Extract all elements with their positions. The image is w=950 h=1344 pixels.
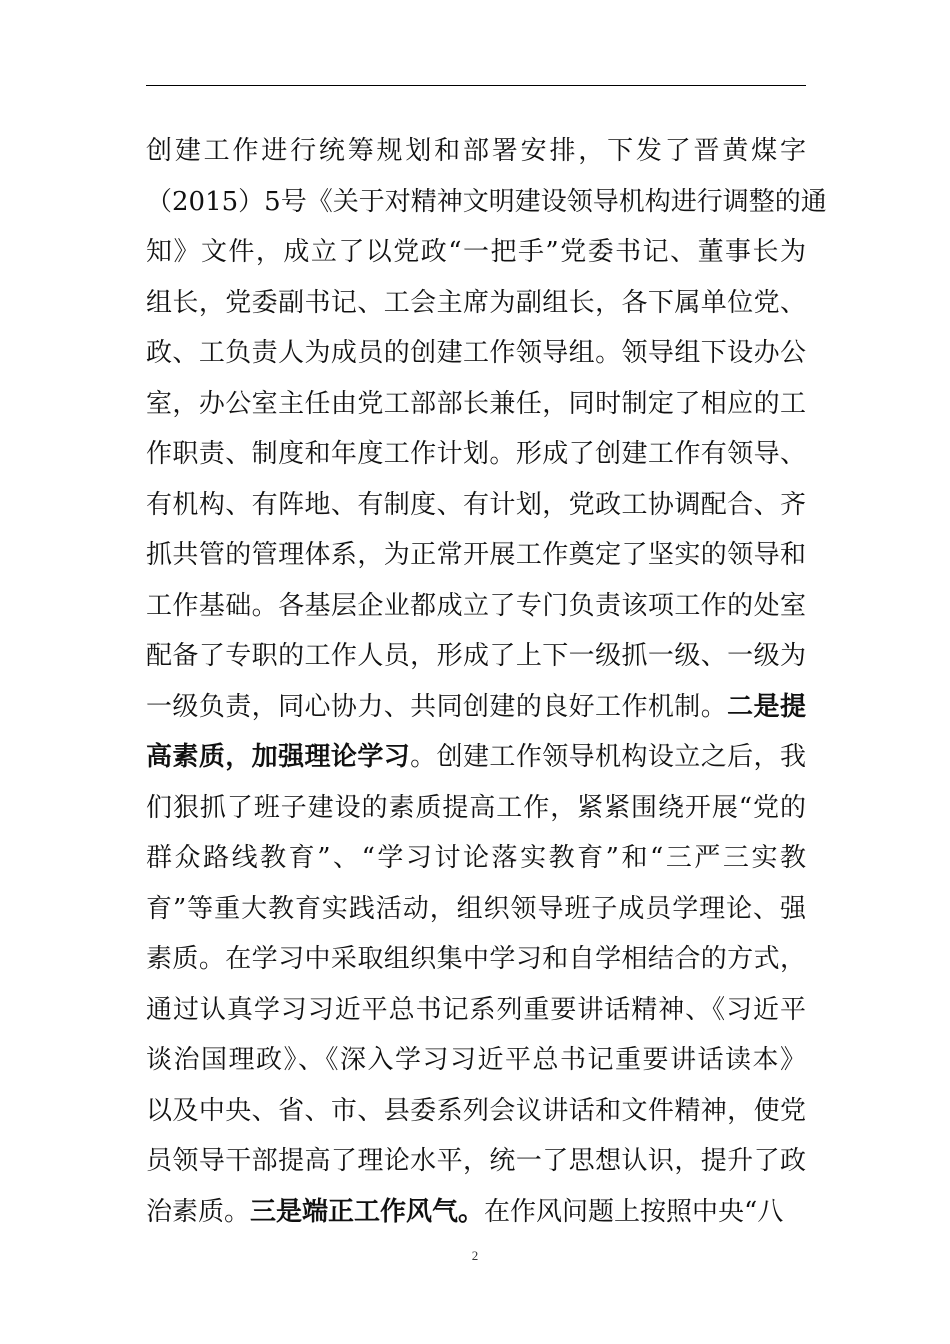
text-segment: 素质。在学习中采取组织集中学习和自学相结合的方式， [146,944,806,974]
text-segment: （2015）5号《关于对精神文明建设领导机构进行调整的通 [146,186,827,217]
text-line [146,278,806,329]
text-line [146,1187,806,1238]
body-text [146,126,827,1237]
text-segment: 。创建工作领导机构设立之后，我 [410,742,806,772]
text-line [146,682,806,733]
text-segment: 在作风问题上按照中央“八 [484,1196,784,1227]
text-segment: 谈治国理政》、《深入学习习近平总书记重要讲话读本》 [146,1045,806,1075]
bold-heading-segment: 高素质，加强理论学习 [146,742,411,772]
text-line [146,126,806,177]
text-line [146,429,806,480]
text-segment: 作职责、制度和年度工作计划。形成了创建工作有领导、 [146,439,806,469]
text-line [146,379,806,430]
text-segment: 治素质。 [146,1196,251,1227]
text-segment: 室，办公室主任由党工部部长兼任，同时制定了相应的工 [146,388,806,419]
page-number: 2 [471,1248,479,1263]
text-segment: 员领导干部提高了理论水平，统一了思想认识，提升了政 [146,1146,806,1176]
text-line [146,581,806,632]
text-line [146,631,806,682]
text-segment: 组长，党委副书记、工会主席为副组长，各下属单位党、 [146,287,806,318]
text-line [146,833,806,884]
text-line [146,227,806,278]
text-segment: 工作基础。各基层企业都成立了专门负责该项工作的处室 [146,590,806,621]
text-line [146,1136,806,1187]
text-line [146,1035,806,1086]
text-line [146,934,806,985]
text-line [146,783,806,834]
text-line [146,328,806,379]
text-line [146,1086,806,1137]
text-segment: 一级负责，同心协力、共同创建的良好工作机制。 [146,691,728,722]
text-segment: 知》文件，成立了以党政“一把手”党委书记、董事长为 [146,237,806,267]
text-segment: 创建工作进行统筹规划和部署安排，下发了晋黄煤字 [146,136,806,166]
text-line [146,732,806,783]
bold-heading-segment: 二是提 [727,691,806,722]
text-segment: 群众路线教育”、“学习讨论落实教育”和“三严三实教 [146,843,806,873]
text-segment: 通过认真学习习近平总书记系列重要讲话精神、《习近平 [146,994,806,1025]
text-segment: 以及中央、省、市、县委系列会议讲话和文件精神，使党 [146,1095,806,1126]
text-segment: 有机构、有阵地、有制度、有计划，党政工协调配合、齐 [146,489,806,520]
text-segment: 抓共管的管理体系，为正常开展工作奠定了坚实的领导和 [146,540,806,570]
text-segment: 政、工负责人为成员的创建工作领导组。领导组下设办公 [146,338,806,368]
text-line [146,177,827,228]
text-line [146,530,806,581]
text-line [146,884,806,935]
text-segment: 配备了专职的工作人员，形成了上下一级抓一级、一级为 [146,641,806,671]
text-line [146,985,806,1036]
text-segment: 育”等重大教育实践活动，组织领导班子成员学理论、强 [146,893,806,924]
bold-heading-segment: 三是端正工作风气。 [250,1196,485,1227]
header-rule [146,85,806,86]
text-segment: 们狠抓了班子建设的素质提高工作，紧紧围绕开展“党的 [146,792,806,823]
text-line [146,480,806,531]
